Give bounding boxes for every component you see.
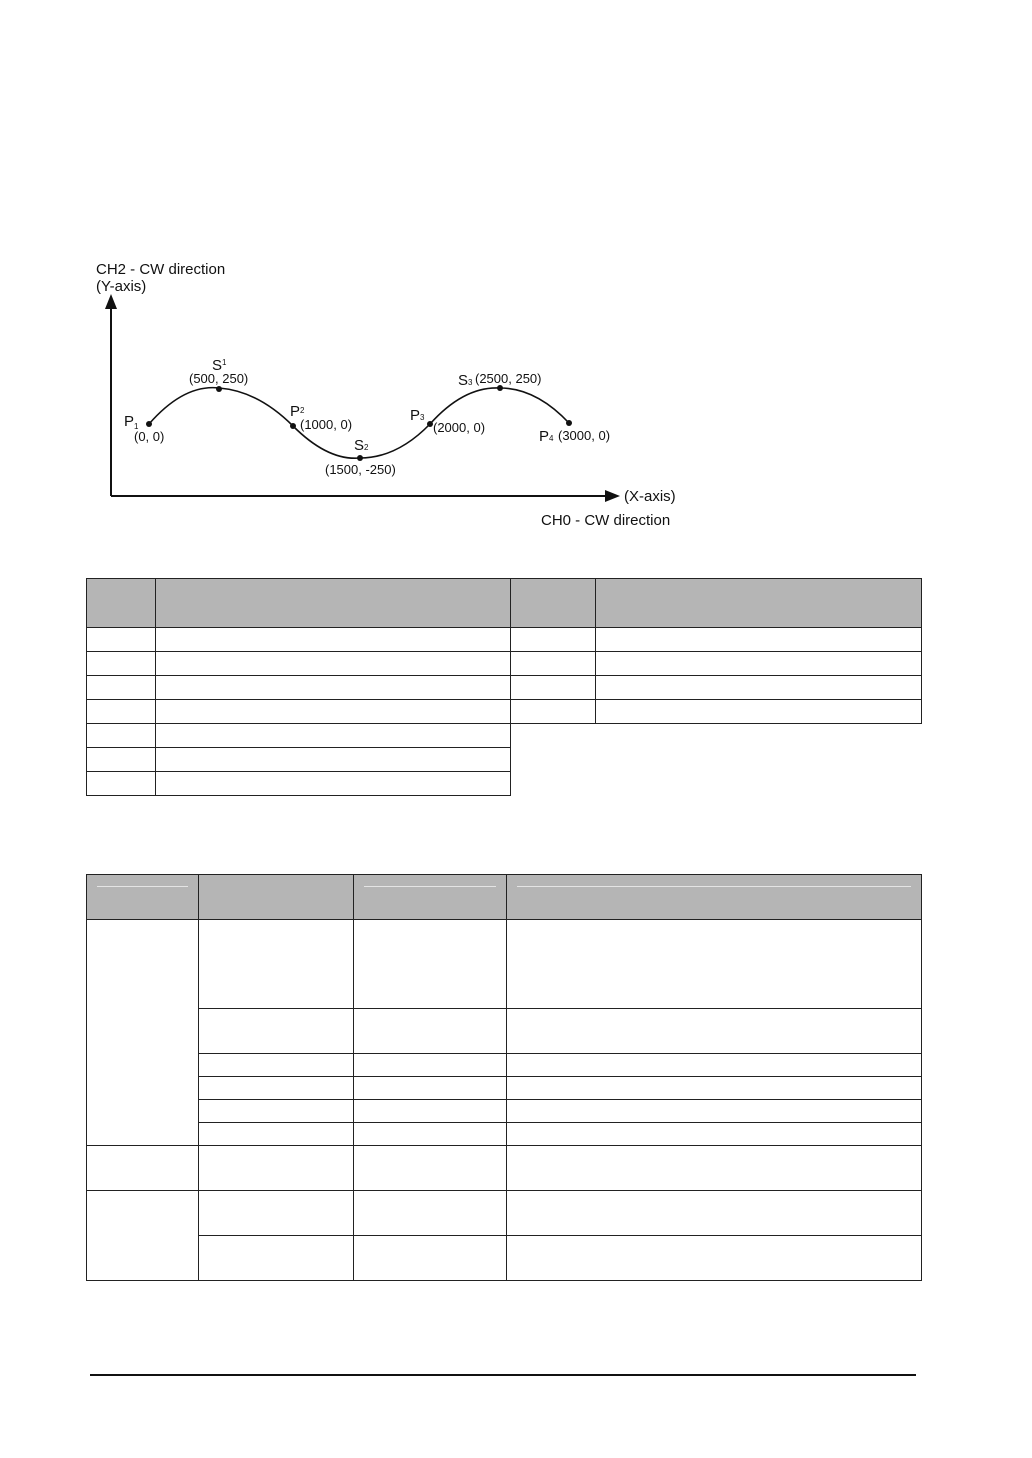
table-cell <box>198 1146 353 1191</box>
table-cell <box>353 1077 507 1100</box>
table-header-cell <box>507 875 922 920</box>
point-marker <box>290 423 296 429</box>
table-cell <box>155 652 511 676</box>
table-cell <box>353 1191 507 1236</box>
table-row <box>87 1009 922 1054</box>
table-cell <box>353 920 507 1009</box>
table-cell <box>198 1236 353 1281</box>
table-cell <box>511 676 596 700</box>
table-cell <box>87 1191 199 1281</box>
table-cell <box>596 700 922 724</box>
point-coordinate: (1500, -250) <box>325 462 396 477</box>
table-row <box>87 1123 922 1146</box>
table-cell <box>353 1123 507 1146</box>
point-label: S3 <box>458 372 473 389</box>
table-row <box>87 652 922 676</box>
table-cell <box>596 676 922 700</box>
table-cell <box>511 700 596 724</box>
table-cell <box>87 724 156 748</box>
table-cell <box>87 920 199 1146</box>
table-cell <box>198 1123 353 1146</box>
x-axis-title: (X-axis) <box>624 488 676 505</box>
x-axis-subtitle: CH0 - CW direction <box>541 512 671 529</box>
table-cell <box>155 748 511 772</box>
point-coordinate: (500, 250) <box>189 371 249 386</box>
table-cell <box>155 676 511 700</box>
table-cell <box>507 1146 922 1191</box>
table-cell <box>198 1077 353 1100</box>
table-header-cell <box>511 579 596 628</box>
table-header-cell <box>596 579 922 628</box>
table-cell <box>507 920 922 1009</box>
table-row <box>87 700 922 724</box>
table-cell <box>198 920 353 1009</box>
table-cell <box>507 1123 922 1146</box>
point-coordinate: (2000, 0) <box>433 420 486 435</box>
table-cell <box>198 1100 353 1123</box>
point-marker <box>357 455 363 461</box>
table-cell <box>511 652 596 676</box>
point-coordinate: (3000, 0) <box>558 428 611 443</box>
footer-divider <box>90 1374 916 1376</box>
x-axis-arrow-icon <box>605 490 620 502</box>
point-label: P3 <box>410 407 425 424</box>
table-cell <box>507 1009 922 1054</box>
table-cell <box>596 652 922 676</box>
table-row <box>87 748 922 772</box>
table-cell <box>87 676 156 700</box>
table-cell <box>87 652 156 676</box>
table-header-cell <box>198 875 353 920</box>
table-header-row <box>87 875 922 920</box>
point-marker <box>566 420 572 426</box>
point-label: S2 <box>354 437 369 454</box>
table-cell <box>155 700 511 724</box>
table-cell <box>507 1236 922 1281</box>
table-cell <box>155 772 511 796</box>
table-header-cell <box>155 579 511 628</box>
table-row <box>87 676 922 700</box>
table-row <box>87 772 922 796</box>
table-cell <box>155 628 511 652</box>
point-coordinate: (0, 0) <box>134 429 165 444</box>
table-row <box>87 920 922 1009</box>
y-axis-title: CH2 - CW direction <box>96 261 226 278</box>
table-cell <box>596 628 922 652</box>
point-coordinate: (2500, 250) <box>475 371 542 386</box>
table-cell <box>507 1054 922 1077</box>
table-row <box>87 1054 922 1077</box>
y-axis-subtitle: (Y-axis) <box>96 278 147 295</box>
table-cell <box>87 748 156 772</box>
y-axis-arrow-icon <box>105 294 117 309</box>
table-row <box>87 1077 922 1100</box>
table-row <box>87 1100 922 1123</box>
table-cell <box>353 1100 507 1123</box>
table-row <box>87 1146 922 1191</box>
table-cell <box>198 1191 353 1236</box>
table-cell <box>87 628 156 652</box>
table-row <box>87 1191 922 1236</box>
table-cell <box>87 1146 199 1191</box>
table-cell <box>155 724 511 748</box>
point-label: $P^2$ <box>290 403 305 420</box>
table-cell <box>198 1009 353 1054</box>
table-cell <box>198 1054 353 1077</box>
table-header-row <box>87 579 922 628</box>
table-cell <box>87 772 156 796</box>
point-label: $S^1$ <box>212 357 227 374</box>
table-cell <box>87 700 156 724</box>
device-settings-table <box>86 874 922 1281</box>
table-row <box>87 724 922 748</box>
table-cell <box>353 1236 507 1281</box>
table-cell <box>353 1146 507 1191</box>
point-marker <box>146 421 152 427</box>
parameter-table <box>86 578 922 796</box>
table-cell <box>507 1077 922 1100</box>
interpolation-path-diagram <box>0 0 1032 560</box>
point-marker <box>216 386 222 392</box>
table-cell <box>507 1100 922 1123</box>
point-coordinate: (1000, 0) <box>300 417 353 432</box>
table-cell <box>353 1054 507 1077</box>
table-row <box>87 628 922 652</box>
point-label: $P_1$ <box>124 413 139 431</box>
table-header-cell <box>87 579 156 628</box>
table-row <box>87 1236 922 1281</box>
table-cell <box>353 1009 507 1054</box>
table-header-cell <box>87 875 199 920</box>
table-header-cell <box>353 875 507 920</box>
point-label: P4 <box>539 428 554 445</box>
table-cell <box>511 628 596 652</box>
table-cell <box>507 1191 922 1236</box>
